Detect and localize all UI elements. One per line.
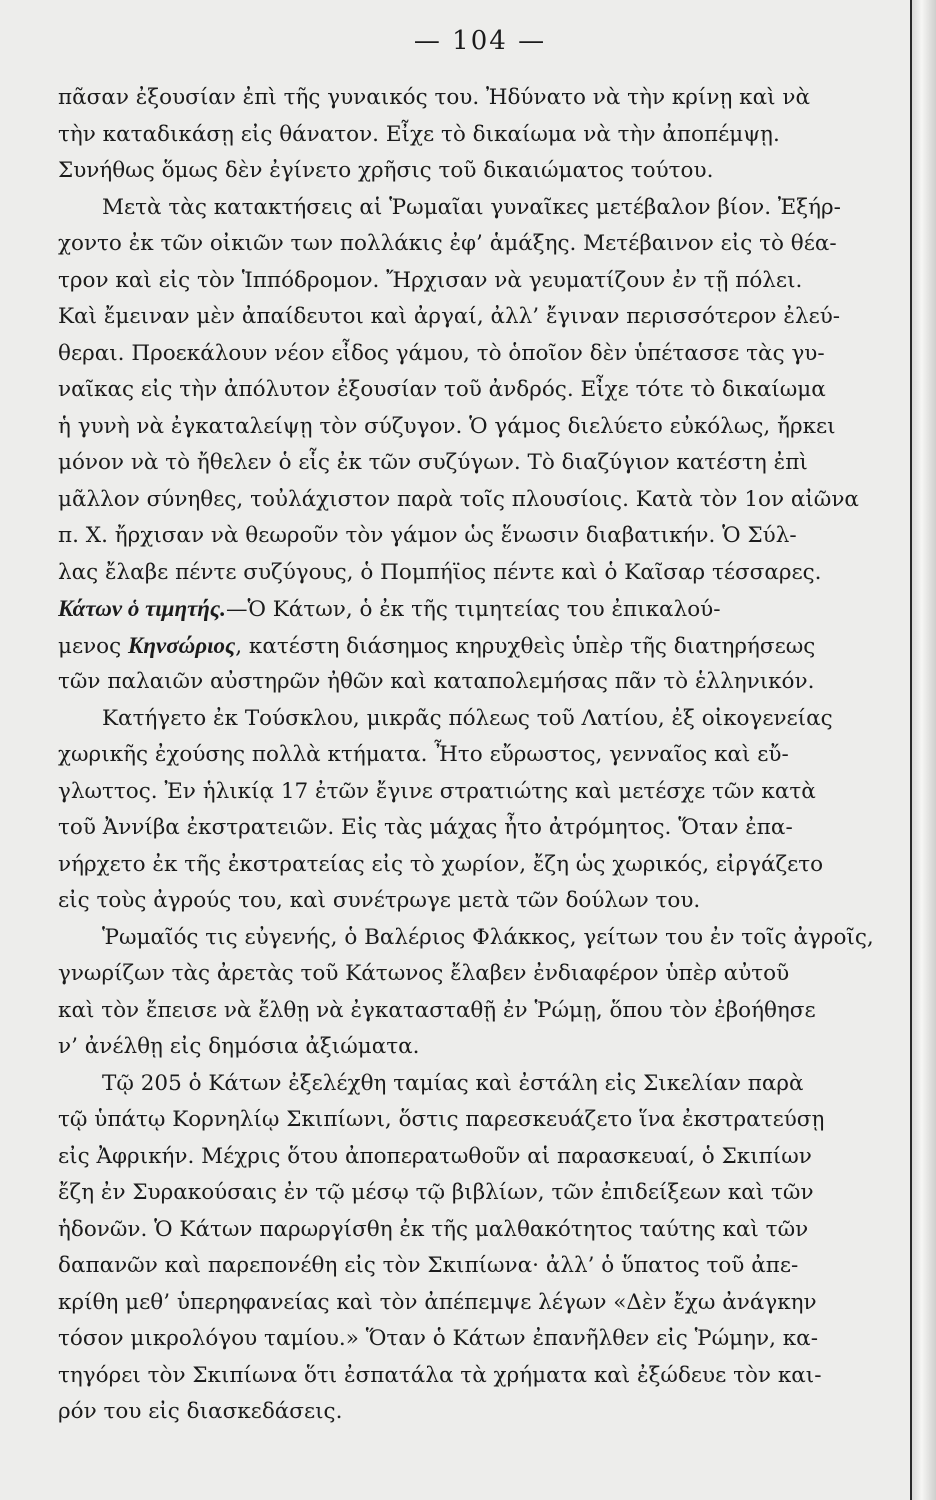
text-line: πᾶσαν ἐξουσίαν ἐπὶ τῆς γυναικός του. Ἠδύνατο νὰ τὴν κρίνῃ καὶ νὰ (58, 85, 810, 110)
text-span: , κατέστη διάσημος κηρυχθεὶς ὑπὲρ τῆς διατηρήσεως (235, 633, 816, 659)
paragraph-start: Κατήγετο ἐκ Τούσκλου, μικρᾶς πόλεως τοῦ Λατίου, ἐξ οἰκογενείας (102, 705, 833, 731)
text-line: τρον καὶ εἰς τὸν Ἱππόδρομον. Ἤρχισαν νὰ γευματίζουν ἐν τῇ πόλει. (58, 267, 803, 293)
text-span: μενος (58, 633, 129, 659)
text-line: ἔζη ἐν Συρακούσαις ἐν τῷ μέσῳ τῷ βιβλίων, τῶν ἐπιδείξεων καὶ τῶν (58, 1180, 814, 1205)
text-line: τῷ ὑπάτῳ Κορνηλίῳ Σκιπίωνι, ὅστις παρεσκευάζετο ἵνα ἐκστρατεύσῃ (58, 1107, 825, 1132)
text-line: γνωρίζων τὰς ἀρετὰς τοῦ Κάτωνος ἔλαβεν ἐνδιαφέρον ὑπὲρ αὐτοῦ (58, 961, 790, 986)
text-line: θεραι. Προεκάλουν νέον εἶδος γάμου, τὸ ὁποῖον δὲν ὑπέτασσε τὰς γυ- (58, 340, 825, 366)
text-line: χοντο ἐκ τῶν οἰκιῶν των πολλάκις ἐφ’ ἁμάξης. Μετέβαινον εἰς τὸ θέα- (58, 231, 837, 256)
text-line: Συνήθως ὅμως δὲν ἐγίνετο χρῆσις τοῦ δικαιώματος τούτου. (58, 158, 714, 183)
text-line: τῶν παλαιῶν αὐστηρῶν ἠθῶν καὶ καταπολεμήσας πᾶν τὸ ἑλληνικόν. (58, 669, 815, 694)
text-line: εἰς τοὺς ἀγρούς του, καὶ συνέτρωγε μετὰ τῶν δούλων του. (58, 888, 701, 913)
page-edge (910, 0, 936, 1500)
paragraph-start: Τῷ 205 ὁ Κάτων ἐξελέχθη ταμίας καὶ ἐστάλη εἰς Σικελίαν παρὰ (102, 1070, 804, 1096)
text-line: γλωττος. Ἐν ἡλικίᾳ 17 ἐτῶν ἔγινε στρατιώτης καὶ μετέσχε τῶν κατὰ (58, 778, 816, 804)
text-line: νήρχετο ἐκ τῆς ἐκστρατείας εἰς τὸ χωρίον, ἔζη ὡς χωρικός, εἰργάζετο (58, 851, 824, 877)
text-line: τηγόρει τὸν Σκιπίωνα ὅτι ἐσπατάλα τὰ χρήματα καὶ ἐξώδευε τὸν και- (58, 1362, 822, 1388)
text-line: τοῦ Ἀννίβα ἐκστρατειῶν. Εἰς τὰς μάχας ἦτο ἀτρόμητος. Ὅταν ἐπα- (58, 815, 793, 840)
text-line: τὴν καταδικάσῃ εἰς θάνατον. Εἶχε τὸ δικαίωμα νὰ τὴν ἀποπέμψῃ. (58, 121, 780, 147)
text-line: μόνον νὰ τὸ ἤθελεν ὁ εἷς ἐκ τῶν συζύγων. Τὸ διαζύγιον κατέστη ἐπὶ (58, 450, 808, 475)
text-line: ἡδονῶν. Ὁ Κάτων παρωργίσθη ἐκ τῆς μαλθακότητος ταύτης καὶ τῶν (58, 1216, 809, 1242)
text-line: ρόν του εἰς διασκεδάσεις. (58, 1399, 343, 1424)
text-line: κρίθη μεθ’ ὑπερηφανείας καὶ τὸν ἀπέπεμψε λέγων «Δὲν ἔχω ἀνάγκην (58, 1289, 817, 1315)
text-line: λας ἔλαβε πέντε συζύγους, ὁ Πομπήϊος πέντε καὶ ὁ Καῖσαρ τέσσαρες. (58, 559, 822, 585)
text-line: ἡ γυνὴ νὰ ἐγκαταλείψῃ τὸν σύζυγον. Ὁ γάμος διελύετο εὐκόλως, ἤρκει (58, 413, 836, 439)
text-line: χωρικῆς ἐχούσης πολλὰ κτήματα. Ἦτο εὔρωστος, γενναῖος καὶ εὔ- (58, 742, 789, 767)
text-span: —Ὁ Κάτων, ὁ ἐκ τῆς τιμητείας του ἐπικαλού- (225, 597, 721, 622)
paragraph-start: Ῥωμαῖός τις εὐγενής, ὁ Βαλέριος Φλάκκος, γείτων του ἐν τοῖς ἀγροῖς, (102, 924, 874, 950)
text-line: μᾶλλον σύνηθες, τοὐλάχιστον παρὰ τοῖς πλουσίοις. Κατὰ τὸν 1ον αἰῶνα (58, 486, 859, 512)
subheading-line (58, 591, 906, 628)
text-line: τόσον μικρολόγου ταμίου.» Ὅταν ὁ Κάτων ἐπανῆλθεν εἰς Ῥώμην, κα- (58, 1326, 818, 1351)
text-line: εἰς Ἀφρικήν. Μέχρις ὅτου ἀποπερατωθοῦν αἱ παρασκευαί, ὁ Σκιπίων (58, 1143, 812, 1169)
text-line: ν’ ἀνέλθῃ εἰς δημόσια ἀξιώματα. (58, 1034, 420, 1059)
text-line: ναῖκας εἰς τὴν ἀπόλυτον ἐξουσίαν τοῦ ἀνδρός. Εἶχε τότε τὸ δικαίωμα (58, 377, 826, 402)
text-line: δαπανῶν καὶ παρεπονέθη εἰς τὸν Σκιπίωνα· ἀλλ’ ὁ ὕπατος τοῦ ἀπε- (58, 1253, 799, 1278)
text-line: Καὶ ἔμειναν μὲν ἀπαίδευτοι καὶ ἀργαί, ἀλλ’ ἔγιναν περισσότερον ἐλεύ- (58, 304, 841, 329)
section-subheading: Κάτων ὁ τιμητής. (58, 596, 226, 621)
paragraph-start: Μετὰ τὰς κατακτήσεις αἱ Ῥωμαῖαι γυναῖκες μετέβαλον βίον. Ἐξήρ- (102, 194, 841, 220)
body-text (58, 80, 906, 1431)
page-number: — 104 — (413, 26, 547, 56)
text-line: π. Χ. ἤρχισαν νὰ θεωροῦν τὸν γάμον ὡς ἕνωσιν διαβατικήν. Ὁ Σύλ- (58, 523, 797, 548)
text-line (58, 628, 906, 665)
text-line: καὶ τὸν ἔπεισε νὰ ἔλθῃ νὰ ἐγκατασταθῇ ἐν Ῥώμῃ, ὅπου τὸν ἐβοήθησε (58, 997, 816, 1023)
epithet-bold: Κηνσώριος (128, 632, 236, 658)
